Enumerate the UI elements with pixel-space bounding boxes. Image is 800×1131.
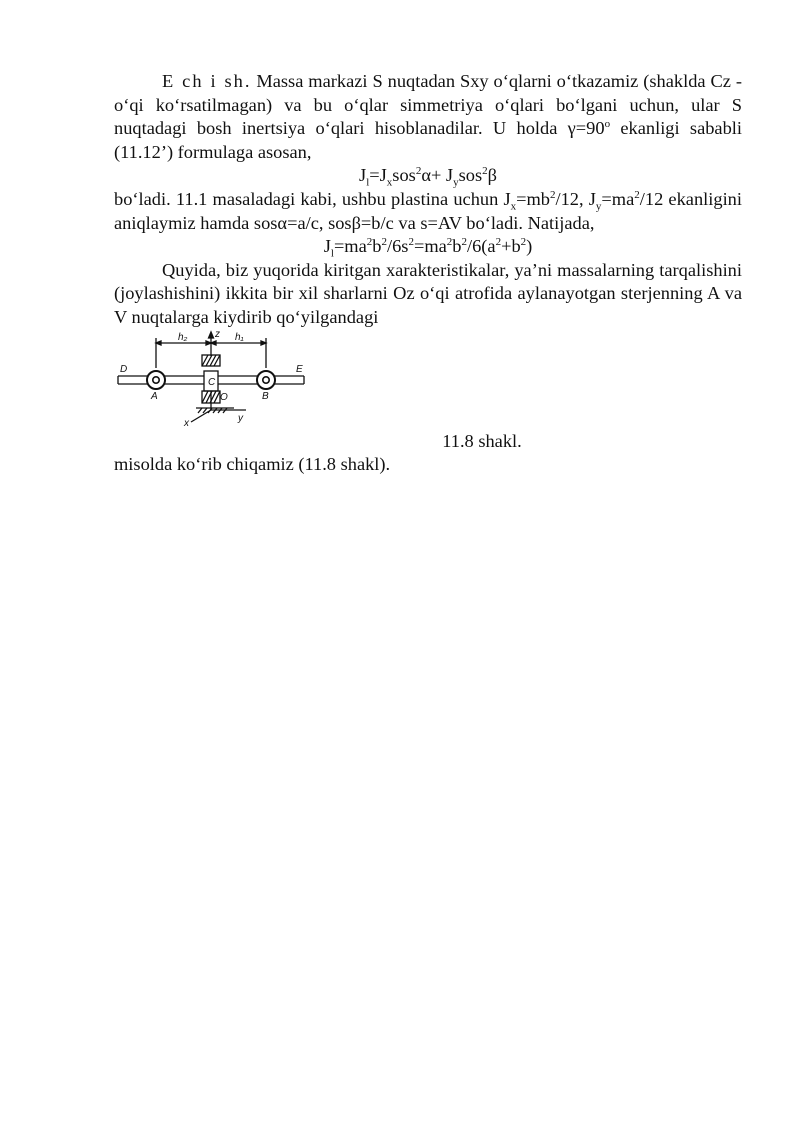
equation-2: $J_l=ma^2b^2/6s^2=ma^2b^2/6(a^2+b^2)$: [323, 236, 533, 260]
paragraph-plate: bo‘ladi. 11.1 masaladagi kabi, ushbu plastina uchun $J_x=mb^2/12$, $J_y=ma^2/12$ ekanligini aniqlaymiz hamda sosα=a/c, sosβ=b/c va s=AV bo‘ladi. Natijada,: [114, 188, 742, 233]
paragraph-intro-figure: Quyida, biz yuqorida kiritgan xarakteristikalar, ya’ni massalarning tarqalishini (joylashishini) ikkita bir xil sharlarni Oz o‘qi atrofida aylanayotgan sterjenning A va V nuqtalarga kiydirib qo‘yilgandagi: [114, 259, 742, 327]
figure-caption: 11.8 shakl.: [442, 430, 522, 451]
paragraph-solution: [114, 70, 742, 164]
figure-11-8: [114, 330, 742, 426]
label-a: A: [151, 390, 158, 402]
label-d: D: [120, 363, 128, 375]
label-h1: h₁: [235, 331, 244, 343]
label-c: C: [208, 376, 216, 388]
document-page: [114, 70, 742, 477]
label-z: z: [215, 329, 220, 340]
paragraph-tail: ekanligi sababli (11.12’) formulaga asosan,: [114, 118, 743, 162]
gamma-equation: γ=90: [567, 118, 605, 139]
x-axis: [191, 410, 211, 422]
label-y: y: [238, 412, 243, 424]
ball-b: [257, 371, 275, 389]
label-h2: h₂: [178, 331, 188, 343]
paragraph-closing: misolda ko‘rib chiqamiz (11.8 shakl).: [114, 454, 391, 475]
solution-lead: E ch i sh.: [162, 71, 252, 91]
label-b: B: [262, 390, 269, 402]
equation-1: $J_l=J_xsos^2\alpha+ J_ysos^2\beta$: [359, 165, 497, 190]
ball-a: [147, 371, 165, 389]
paragraph-text: Massa markazi S nuqtadan Sxy o‘qlarni o‘tkazamiz (shaklda Cz -o‘qi ko‘rsatilmagan) va bu o‘qlar simmetriya o‘qlari bo‘lgani uchun, ular S nuqtadagi bosh inertsiya o‘qlari hisoblanadilar. U holda: [114, 71, 742, 139]
rod-diagram: [116, 330, 316, 426]
label-x: x: [184, 417, 189, 426]
degree-mark: o: [604, 118, 611, 131]
label-e: E: [296, 363, 303, 375]
label-o: O: [220, 391, 228, 403]
